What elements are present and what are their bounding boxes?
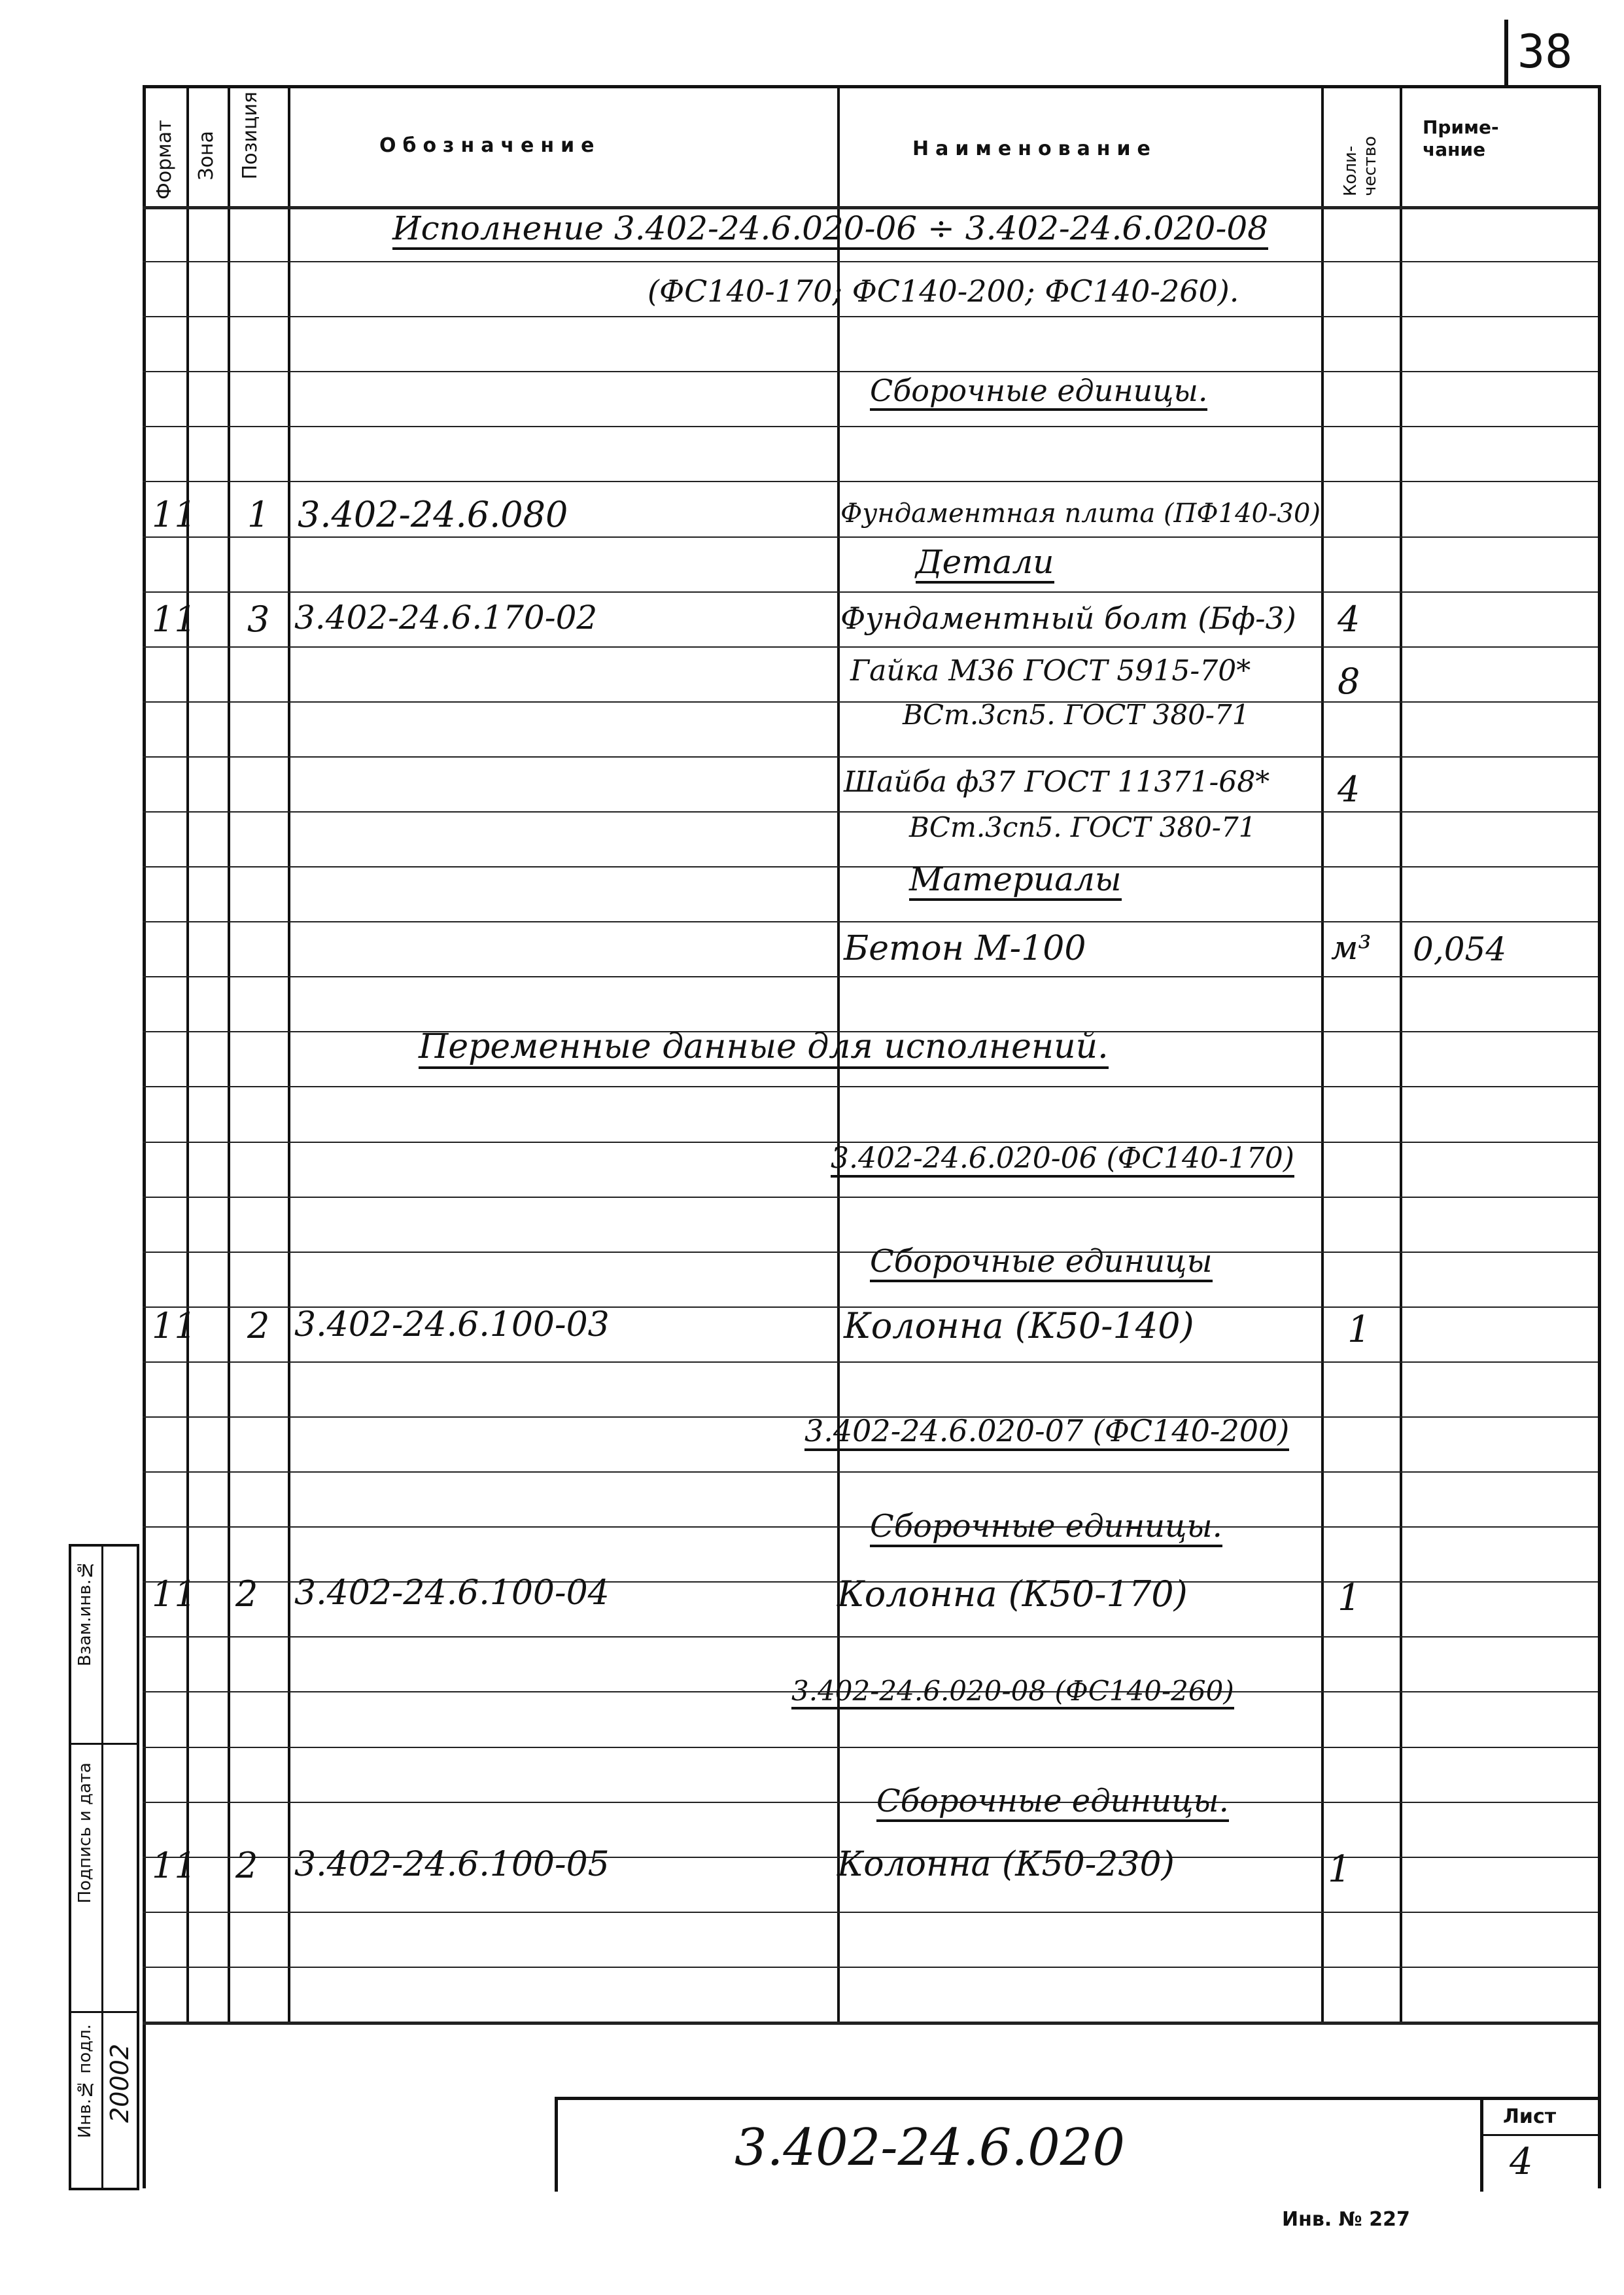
sheet-box xyxy=(1480,2100,1598,2192)
header-designation: Обозначение xyxy=(379,134,601,157)
row2-designation: 3.402-24.6.170-02 xyxy=(294,599,598,637)
row6-designation: 3.402-24.6.100-03 xyxy=(294,1305,610,1344)
header-quantity-text: Коли-чество xyxy=(1341,135,1380,196)
page-number-box xyxy=(1504,20,1587,85)
row4-name-b: ВСт.3сп5. ГОСТ 380-71 xyxy=(909,811,1256,843)
assembly-units-heading-3: Сборочные единицы. xyxy=(870,1508,1222,1547)
grid-row-line xyxy=(143,481,1598,482)
row3-name-b: ВСт.3сп5. ГОСТ 380-71 xyxy=(903,699,1250,731)
grid-row-line xyxy=(143,316,1598,317)
grid-row-line xyxy=(143,976,1598,977)
row1-name: Фундаментная плита (ПФ140-30) xyxy=(840,499,1321,529)
row7-position: 2 xyxy=(235,1573,258,1615)
assembly-units-heading-4: Сборочные единицы. xyxy=(876,1783,1229,1822)
grid-row-line xyxy=(143,811,1598,813)
col-line-pos xyxy=(228,85,230,2022)
grid-row-line xyxy=(143,646,1598,648)
row7-name: Колонна (К50-170) xyxy=(837,1573,1188,1615)
row8-name: Колонна (К50-230) xyxy=(837,1845,1175,1884)
row6-position: 2 xyxy=(247,1305,270,1346)
grid-row-line xyxy=(143,756,1598,758)
row8-quantity: 1 xyxy=(1328,1848,1351,1891)
footer-inventory-stamp: Инв. № 227 xyxy=(1282,2208,1410,2231)
sign-date-label: Подпись и дата xyxy=(75,1762,95,1904)
assembly-units-heading-1: Сборочные единицы. xyxy=(870,373,1207,411)
side-stamp-divider-2 xyxy=(71,1743,137,1745)
col-line-note xyxy=(1400,85,1402,2022)
grid-row-line xyxy=(143,426,1598,427)
sheet-box-divider xyxy=(1483,2134,1598,2136)
title-block-top-line xyxy=(143,2022,1598,2025)
row6-quantity: 1 xyxy=(1347,1308,1371,1351)
page-number: 38 xyxy=(1517,25,1573,79)
row1-designation: 3.402-24.6.080 xyxy=(298,494,568,535)
side-stamp-divider-1 xyxy=(101,1547,103,2188)
row5-name: Бетон М-100 xyxy=(844,929,1086,968)
grid-row-line xyxy=(143,1967,1598,1968)
variant-2-heading: 3.402-24.6.020-07 (ФС140-200) xyxy=(804,1413,1289,1451)
grid-row-line xyxy=(143,866,1598,867)
grid-row-line xyxy=(143,1747,1598,1748)
col-line-qty xyxy=(1321,85,1324,2022)
grid-row-line xyxy=(143,921,1598,922)
replace-inv-label: Взам.инв.№ xyxy=(75,1560,95,1666)
sheet-number: 4 xyxy=(1510,2141,1533,2183)
title-block xyxy=(555,2097,1598,2192)
row2-position: 3 xyxy=(247,599,270,640)
assembly-units-heading-2: Сборочные единицы xyxy=(870,1243,1213,1282)
row5-note: 0,054 xyxy=(1413,930,1507,968)
row5-quantity: м³ xyxy=(1331,929,1372,967)
col-line-designation xyxy=(288,85,290,2022)
header-note: Приме-чание xyxy=(1423,116,1499,160)
grid-row-line xyxy=(143,1636,1598,1638)
side-stamp xyxy=(69,1544,139,2190)
variable-data-heading: Переменные данные для исполнений. xyxy=(419,1027,1109,1069)
title-line-2: (ФС140-170; ФС140-200; ФС140-260). xyxy=(648,273,1239,309)
header-zone: Зона xyxy=(195,131,218,181)
grid-row-line xyxy=(143,1086,1598,1087)
row8-designation: 3.402-24.6.100-05 xyxy=(294,1845,610,1884)
header-name: Наименование xyxy=(912,137,1157,160)
row3-quantity: 8 xyxy=(1338,661,1360,702)
row4-quantity: 4 xyxy=(1338,769,1360,810)
grid-row-line xyxy=(143,536,1598,538)
grid-row-line xyxy=(143,371,1598,372)
grid-row-line xyxy=(143,1471,1598,1473)
grid-row-line xyxy=(143,701,1598,703)
row3-name-a: Гайка М36 ГОСТ 5915-70* xyxy=(850,654,1251,688)
title-line-1: Исполнение 3.402-24.6.020-06 ÷ 3.402-24.6.020-08 xyxy=(392,209,1268,250)
row6-format: 11 xyxy=(152,1305,197,1346)
grid-row-line xyxy=(143,1361,1598,1363)
inv-orig-value: 20002 xyxy=(105,2044,134,2123)
row8-position: 2 xyxy=(235,1845,258,1886)
row8-format: 11 xyxy=(152,1845,197,1886)
variant-3-heading: 3.402-24.6.020-08 (ФС140-260) xyxy=(791,1675,1234,1709)
inv-orig-label: Инв.№ подл. xyxy=(75,2024,95,2139)
row7-format: 11 xyxy=(152,1573,197,1615)
document-number: 3.402-24.6.020 xyxy=(734,2118,1125,2177)
grid-row-line xyxy=(143,1912,1598,1913)
materials-heading: Материалы xyxy=(909,860,1122,901)
header-quantity xyxy=(1328,95,1393,200)
col-line-zone xyxy=(186,85,189,2022)
header-format: Формат xyxy=(153,120,176,200)
row2-quantity: 4 xyxy=(1338,599,1360,640)
grid-row-line xyxy=(143,261,1598,262)
row1-position: 1 xyxy=(247,494,270,535)
sheet-label: Лист xyxy=(1503,2105,1557,2128)
row7-quantity: 1 xyxy=(1338,1577,1361,1619)
row2-name: Фундаментный болт (Бф-3) xyxy=(840,601,1296,636)
grid-row-line xyxy=(143,591,1598,593)
row7-designation: 3.402-24.6.100-04 xyxy=(294,1573,610,1613)
grid-row-line xyxy=(143,1197,1598,1198)
row1-format: 11 xyxy=(152,494,197,535)
variant-1-heading: 3.402-24.6.020-06 (ФС140-170) xyxy=(831,1142,1294,1178)
row2-format: 11 xyxy=(152,599,197,640)
side-stamp-divider-3 xyxy=(71,2011,137,2013)
row4-name-a: Шайба ф37 ГОСТ 11371-68* xyxy=(844,765,1270,799)
details-heading: Детали xyxy=(916,543,1054,584)
header-position: Позиция xyxy=(239,92,262,180)
row6-name: Колонна (К50-140) xyxy=(844,1305,1194,1346)
grid-row-line xyxy=(143,1802,1598,1803)
